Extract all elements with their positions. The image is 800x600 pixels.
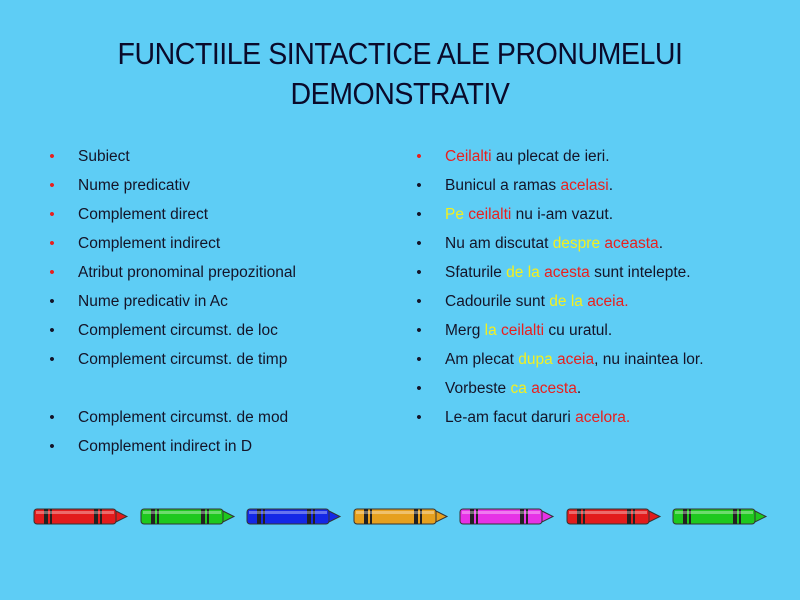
bullet-icon: •	[49, 293, 55, 310]
sentence-text: Vorbeste	[445, 380, 511, 397]
pronoun-highlight: acelora.	[575, 409, 631, 426]
list-item-text: Atribut pronominal prepozitional	[78, 264, 296, 281]
pronoun-highlight: acesta	[544, 264, 590, 281]
bullet-icon: •	[416, 351, 422, 368]
example-sentence	[413, 320, 793, 349]
list-item	[46, 204, 386, 233]
sentence-text: .	[608, 177, 614, 194]
preposition-highlight: Pe	[445, 206, 469, 223]
list-item-text: Subiect	[78, 148, 130, 165]
sentence-text: Cadourile sunt	[445, 293, 550, 310]
pronoun-highlight: ceilalti	[468, 206, 512, 223]
bullet-icon: •	[49, 322, 55, 339]
example-sentence	[413, 291, 793, 320]
red-crayon-icon	[563, 503, 663, 531]
pronoun-highlight: aceia.	[587, 293, 629, 310]
list-spacer	[46, 378, 386, 407]
list-item-text: Complement direct	[78, 206, 209, 223]
example-sentence	[413, 204, 793, 233]
pronoun-highlight: Ceilalti	[445, 148, 492, 165]
list-item	[46, 233, 386, 262]
sentence-text: .	[658, 235, 663, 252]
list-item-text: Complement circumst. de timp	[78, 351, 288, 368]
pronoun-highlight: acelasi	[560, 177, 609, 194]
sentence-text: Merg	[445, 322, 485, 339]
sentence-text: Bunicul a ramas	[445, 177, 561, 194]
example-sentences-list	[413, 146, 793, 436]
bullet-icon: •	[416, 264, 422, 281]
list-item	[46, 436, 386, 465]
sentence-text: Am plecat	[445, 351, 519, 368]
preposition-highlight: dupa	[518, 351, 558, 368]
list-item-text: Nume predicativ in Ac	[78, 293, 228, 310]
slide-title	[32, 34, 768, 114]
example-sentence	[413, 146, 793, 175]
example-sentence	[413, 378, 793, 407]
sentence-text: nu i-am vazut.	[511, 206, 613, 223]
pronoun-highlight: ceilalti	[501, 322, 545, 339]
preposition-highlight: de la	[506, 264, 545, 281]
green-crayon-icon	[669, 503, 769, 531]
sentence-text: , nu inaintea lor.	[594, 351, 704, 368]
bullet-icon: •	[416, 380, 422, 397]
bullet-icon: •	[49, 177, 55, 194]
green-crayon-icon	[137, 503, 237, 531]
list-item	[46, 262, 386, 291]
list-item-text: Complement circumst. de mod	[78, 409, 289, 426]
list-item	[46, 291, 386, 320]
slide-title-line1: FUNCTIILE SINTACTICE ALE PRONUMELUI	[117, 36, 683, 71]
list-item-text: Complement indirect	[78, 235, 221, 252]
bullet-icon: •	[416, 148, 422, 165]
list-item-text: Complement indirect in D	[78, 438, 253, 455]
list-item	[46, 175, 386, 204]
example-sentence	[413, 407, 793, 436]
blue-crayon-icon	[243, 503, 343, 531]
list-item-text: Nume predicativ	[78, 177, 190, 194]
bullet-icon: •	[49, 264, 55, 281]
list-item	[46, 407, 386, 436]
example-sentence	[413, 233, 793, 262]
bullet-icon: •	[416, 177, 422, 194]
syntactic-functions-list	[46, 146, 386, 465]
sentence-text: cu uratul.	[544, 322, 613, 339]
pronoun-highlight: acesta	[531, 380, 577, 397]
bullet-icon: •	[416, 235, 422, 252]
list-item	[46, 146, 386, 175]
sentence-text: Le-am facut daruri	[445, 409, 576, 426]
example-sentence	[413, 262, 793, 291]
bullet-icon: •	[49, 438, 55, 455]
list-item	[46, 349, 386, 378]
list-item-text: Complement circumst. de loc	[78, 322, 278, 339]
preposition-highlight: la	[484, 322, 501, 339]
bullet-icon: •	[49, 148, 55, 165]
sentence-text: Nu am discutat	[445, 235, 553, 252]
sentence-text: Sfaturile	[445, 264, 507, 281]
sentence-text: .	[576, 380, 582, 397]
bullet-icon: •	[49, 409, 55, 426]
preposition-highlight: de la	[549, 293, 588, 310]
bullet-icon: •	[49, 235, 55, 252]
sentence-text: sunt intelepte.	[589, 264, 691, 281]
bullet-icon: •	[49, 351, 55, 368]
slide-title-line2: DEMONSTRATIV	[290, 76, 510, 111]
bullet-icon: •	[416, 409, 422, 426]
pronoun-highlight: aceasta	[604, 235, 659, 252]
bullet-icon: •	[416, 322, 422, 339]
pronoun-highlight: aceia	[557, 351, 595, 368]
bullet-icon: •	[49, 206, 55, 223]
magenta-crayon-icon	[456, 503, 556, 531]
sentence-text: au plecat de ieri.	[491, 148, 610, 165]
example-sentence	[413, 349, 793, 378]
orange-crayon-icon	[350, 503, 450, 531]
bullet-icon: •	[416, 206, 422, 223]
example-sentence	[413, 175, 793, 204]
list-item	[46, 320, 386, 349]
preposition-highlight: despre	[552, 235, 605, 252]
crayon-border	[30, 503, 775, 531]
red-crayon-icon	[30, 503, 130, 531]
preposition-highlight: ca	[510, 380, 532, 397]
bullet-icon: •	[416, 293, 422, 310]
